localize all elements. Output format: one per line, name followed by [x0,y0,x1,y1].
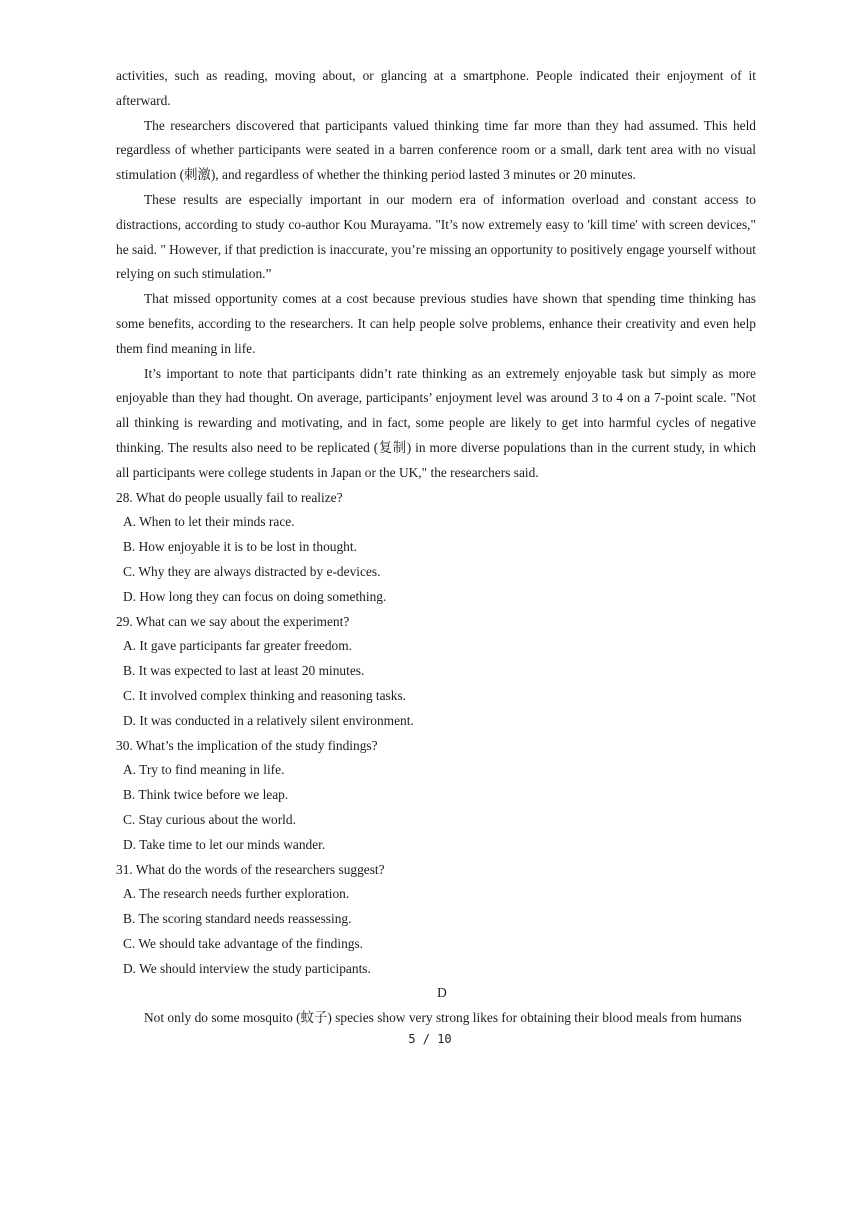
answer-option: C. Why they are always distracted by e-devices. [123,563,381,579]
passage-paragraph: activities, such as reading, moving about, or glancing at a smartphone. People indicated their enjoyment of it afterward. [116,68,756,108]
answer-option: C. It involved complex thinking and reasoning tasks. [123,687,407,703]
question-31 [116,858,756,982]
answer-option: D. It was conducted in a relatively silent environment. [123,712,414,728]
question-30 [116,734,756,858]
answer-option: B. How enjoyable it is to be lost in thought. [123,539,357,555]
question-stem: 29. What can we say about the experiment? [116,613,350,629]
page-number: 5 / 10 [408,1032,452,1046]
answer-option: D. Take time to let our minds wander. [123,836,326,852]
answer-option: A. The research needs further exploration. [123,886,350,902]
passage-paragraph: These results are especially important in our modern era of information overload and constant access to distractions, according to study co-author Kou Murayama. "It’s now extremely easy to 'kill time' with screen devices," he said. " However, if that prediction is inaccurate, you’re missing an opportunity to positively engage yourself without relying on such stimulation.” [116,191,756,282]
question-28 [116,486,756,610]
answer-option: A. It gave participants far greater freedom. [123,638,353,654]
answer-option: B. Think twice before we leap. [123,787,289,803]
answer-option: C. Stay curious about the world. [123,811,296,827]
passage-paragraph: That missed opportunity comes at a cost because previous studies have shown that spending time thinking has some benefits, according to the researchers. It can help people solve problems, enhance their creativity and even help them find meaning in life. [116,291,756,356]
question-stem: 31. What do the words of the researchers suggest? [116,861,385,877]
question-stem: 30. What’s the implication of the study findings? [116,737,378,753]
passage-paragraph: It’s important to note that participants didn’t rate thinking as an extremely enjoyable task but simply as more enjoyable than they had thought. On average, participants’ enjoyment level was around 3 to 4 on a 7-point scale. "Not all thinking is rewarding and motivating, and in fact, some people are likely to get into harmful cycles of negative thinking. The results also need to be replicated (复制) in more diverse populations than in the current study, in which all participants were college students in Japan or the UK," the researchers said. [116,365,756,480]
truncated-line-container [116,1006,756,1028]
exam-page [116,64,756,1028]
passage-paragraph: The researchers discovered that participants valued thinking time far more than they had assumed. This held regardless of whether participants were seated in a barren conference room or a small, dark tent area with no visual stimulation (刺激), and regardless of whether the thinking period lasted 3 minutes or 20 minutes. [116,117,756,183]
answer-option: D. How long they can focus on doing something. [123,588,387,604]
answer-option: A. Try to find meaning in life. [123,762,285,778]
reading-passage [116,64,756,486]
answer-option: D. We should interview the study participants. [123,960,371,976]
answer-option: B. The scoring standard needs reassessing. [123,911,352,927]
section-heading: D [437,985,447,1001]
answer-option: C. We should take advantage of the findings. [123,935,364,951]
question-29 [116,610,756,734]
answer-option: A. When to let their minds race. [123,514,295,530]
next-passage-first-line: Not only do some mosquito (蚊子) species show very strong likes for obtaining their blood meals from humans [144,1010,742,1026]
answer-option: B. It was expected to last at least 20 minutes. [123,663,365,679]
question-stem: 28. What do people usually fail to realize? [116,489,343,505]
